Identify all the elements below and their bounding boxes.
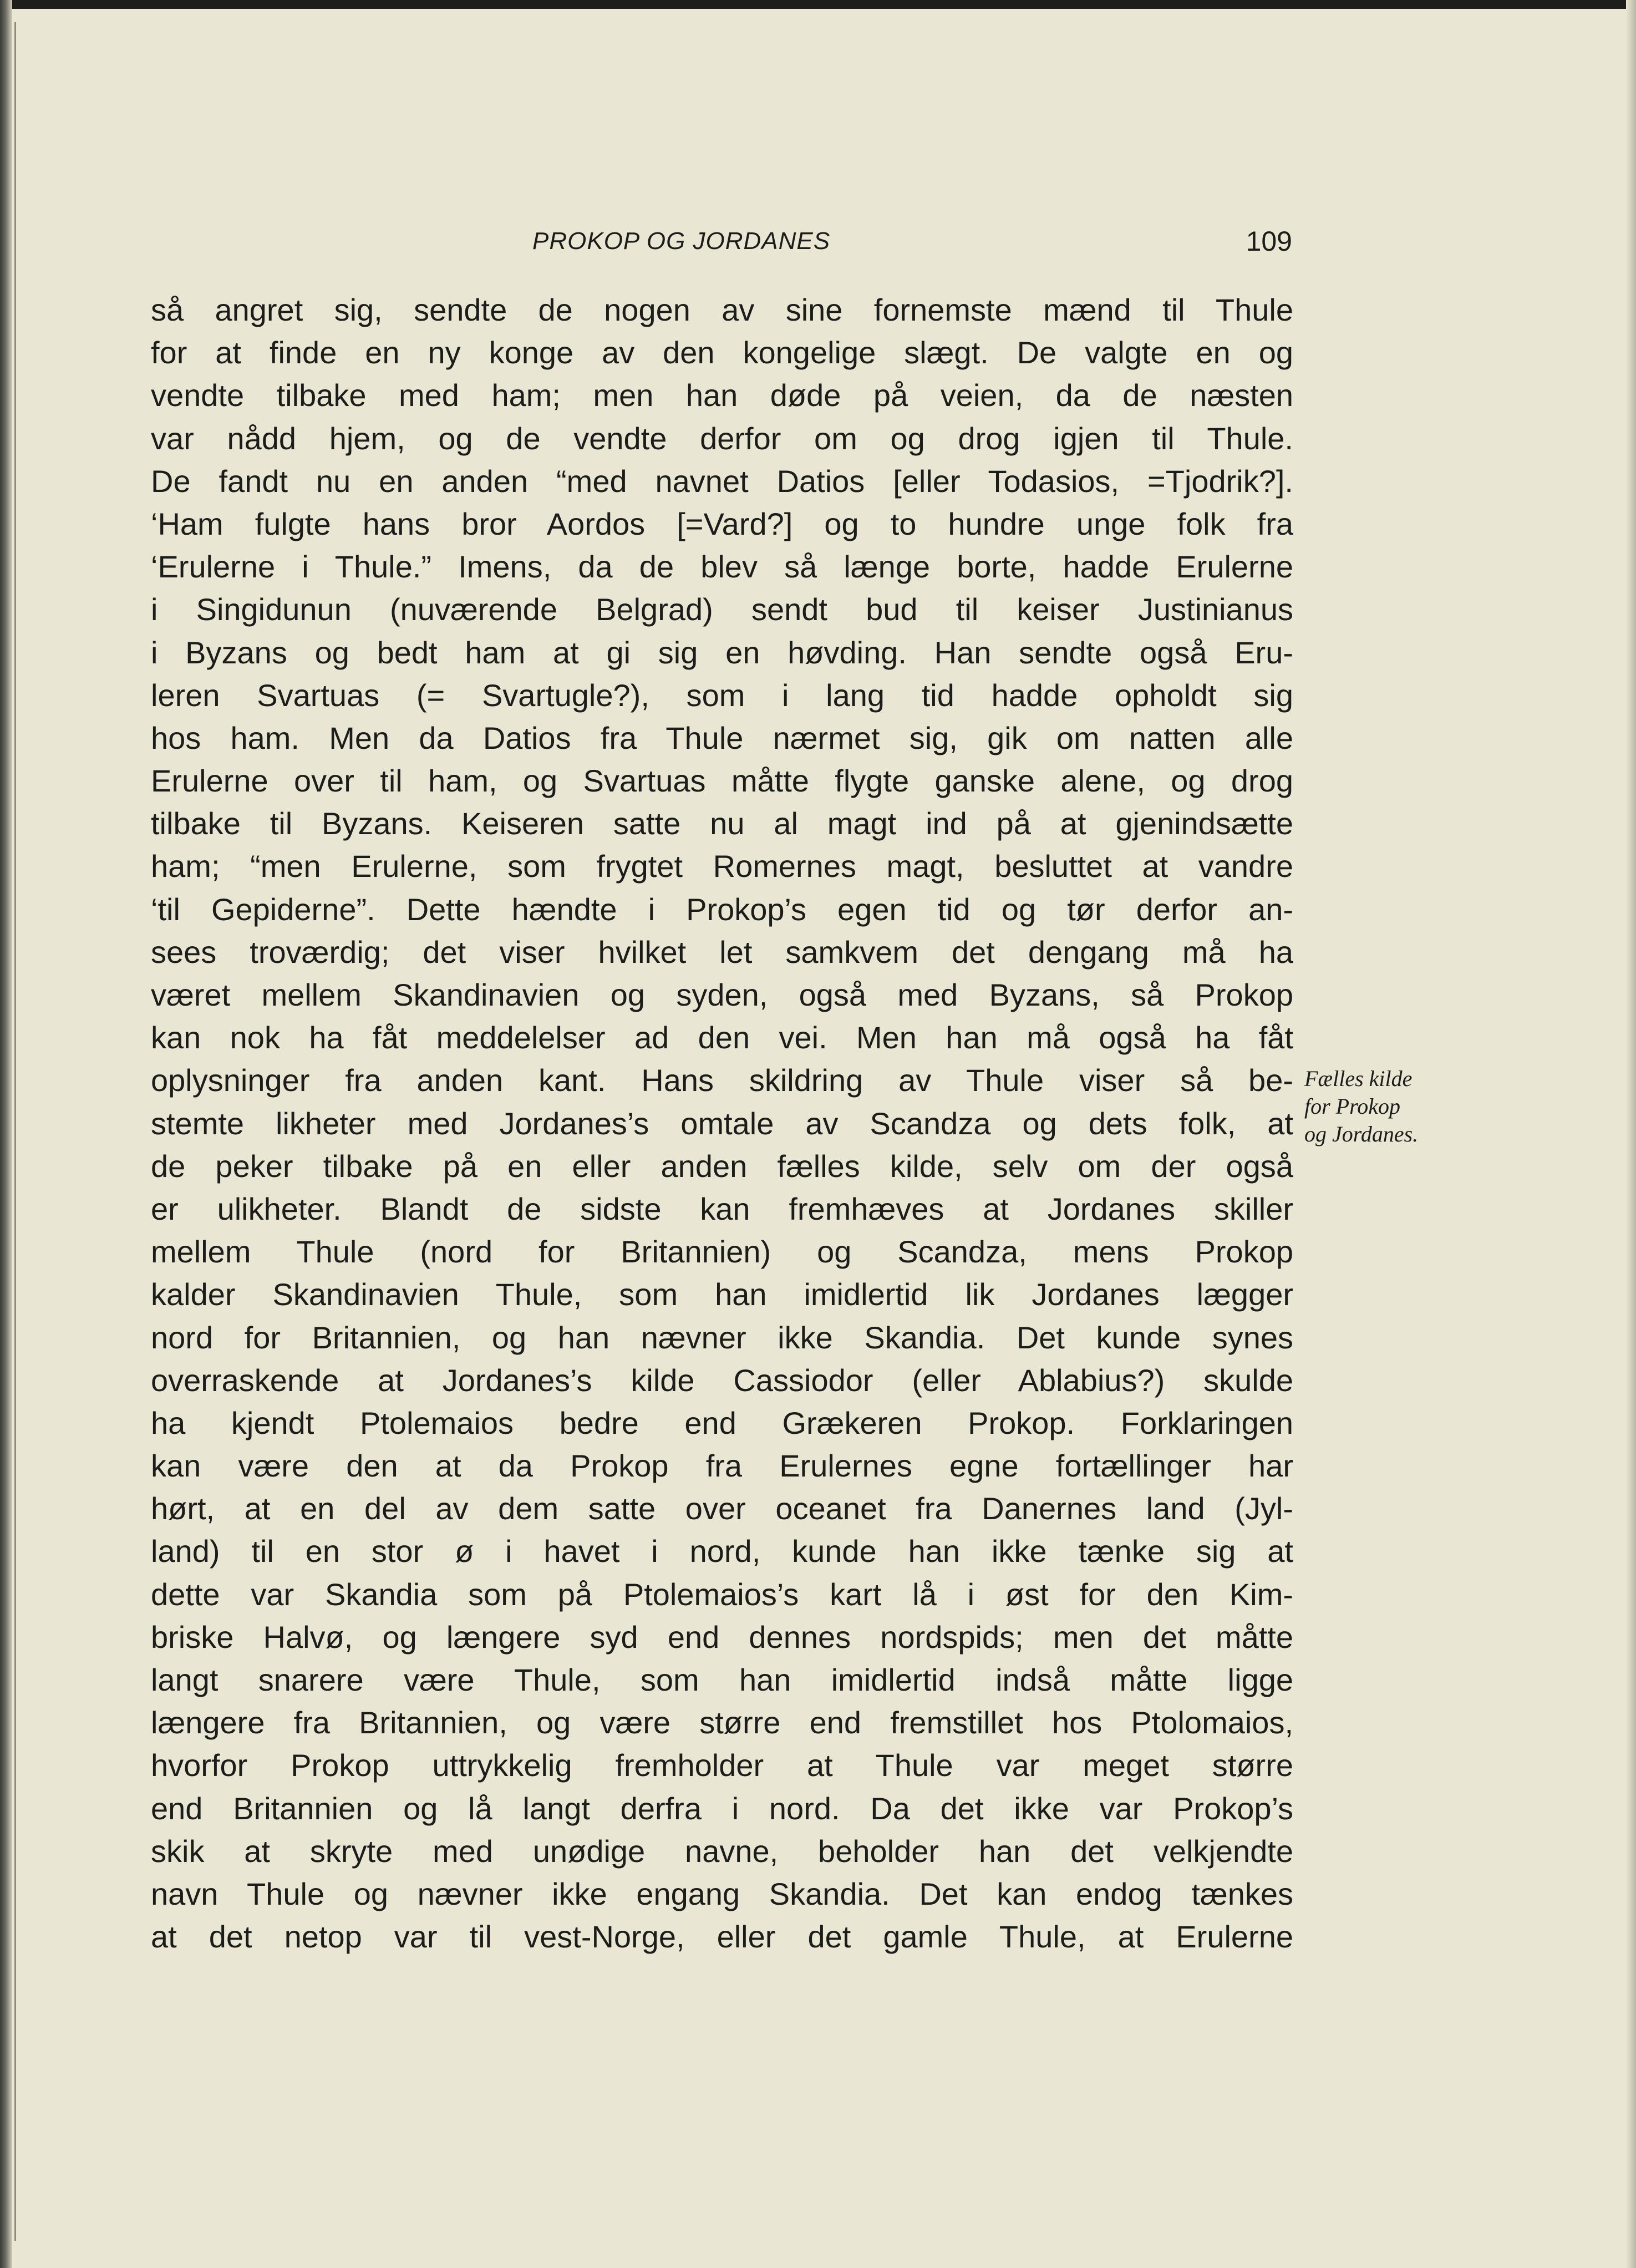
text-line: ham; “men Erulerne, som frygtet Romernes magt, besluttet at vandre <box>151 849 1293 884</box>
margin-note <box>1304 1065 1482 1148</box>
text-line: ‘Ham fulgte hans bror Aordos [=Vard?] og to hundre unge folk fra <box>151 506 1293 541</box>
text-line: ha kjendt Ptolemaios bedre end Grækeren Prokop. Forklaringen <box>151 1405 1293 1440</box>
text-line: er ulikheter. Blandt de sidste kan fremhæves at Jordanes skiller <box>151 1191 1293 1226</box>
text-line: de peker tilbake på en eller anden fælles kilde, selv om der også <box>151 1148 1293 1184</box>
text-line: længere fra Britannien, og være større end fremstillet hos Ptolomaios, <box>151 1705 1293 1741</box>
text-line: end Britannien og lå langt derfra i nord. Da det ikke var Prokop’s <box>151 1790 1293 1826</box>
text-line: i Byzans og bedt ham at gi sig en høvding. Han sendte også Eru- <box>151 635 1293 670</box>
binding-rule <box>14 22 16 2241</box>
text-line: Erulerne over til ham, og Svartuas måtte flygte ganske alene, og drog <box>151 763 1293 799</box>
text-line: for at finde en ny konge av den kongelige slægt. De valgte en og <box>151 335 1293 371</box>
text-line: kan være den at da Prokop fra Erulernes egne fortællinger har <box>151 1448 1293 1484</box>
text-line: sees troværdig; det viser hvilket let samkvem det dengang må ha <box>151 934 1293 970</box>
text-line: oplysninger fra anden kant. Hans skildring av Thule viser så be- <box>151 1063 1293 1098</box>
page-right-edge <box>1626 0 1636 2268</box>
margin-note-line: for Prokop <box>1304 1094 1400 1119</box>
text-line: så angret sig, sendte de nogen av sine fornemste mænd til Thule <box>151 292 1293 327</box>
text-line: land) til en stor ø i havet i nord, kunde han ikke tænke sig at <box>151 1534 1293 1569</box>
text-line: vendte tilbake med ham; men han døde på veien, da de næsten <box>151 378 1293 413</box>
text-line: hørt, at en del av dem satte over oceanet fra Danernes land (Jyl- <box>151 1491 1293 1526</box>
text-line: leren Svartuas (= Svartugle?), som i lang tid hadde opholdt sig <box>151 677 1293 713</box>
page-binding-edge <box>0 0 12 2268</box>
margin-note-line: og Jordanes. <box>1304 1122 1419 1146</box>
text-line: at det netop var til vest-Norge, eller det gamle Thule, at Erulerne <box>151 1919 1293 1955</box>
body-text <box>151 288 1293 1958</box>
text-line: stemte likheter med Jordanes’s omtale av Scandza og dets folk, at <box>151 1105 1293 1141</box>
text-line: været mellem Skandinavien og syden, også med Byzans, så Prokop <box>151 977 1293 1012</box>
page-header <box>532 222 1292 261</box>
text-line: tilbake til Byzans. Keiseren satte nu al magt ind på at gjenindsætte <box>151 806 1293 841</box>
text-line: navn Thule og nævner ikke engang Skandia. Det kan endog tænkes <box>151 1876 1293 1911</box>
page-top-edge <box>0 0 1636 9</box>
text-line: kan nok ha fåt meddelelser ad den vei. Men han må også ha fåt <box>151 1020 1293 1056</box>
margin-note-line: Fælles kilde <box>1304 1066 1413 1091</box>
text-line: ‘Erulerne i Thule.” Imens, da de blev så længe borte, hadde Erulerne <box>151 549 1293 585</box>
page-number: 109 <box>1246 226 1292 257</box>
text-line: mellem Thule (nord for Britannien) og Scandza, mens Prokop <box>151 1234 1293 1270</box>
text-line: hvorfor Prokop uttrykkelig fremholder at Thule var meget større <box>151 1748 1293 1783</box>
text-line: De fandt nu en anden “med navnet Datios [eller Todasios, =Tjodrik?]. <box>151 463 1293 499</box>
text-line: skik at skryte med unødige navne, beholder han det velkjendte <box>151 1833 1293 1869</box>
text-line: briske Halvø, og længere syd end dennes nordspids; men det måtte <box>151 1619 1293 1655</box>
text-line: dette var Skandia som på Ptolemaios’s kart lå i øst for den Kim- <box>151 1576 1293 1612</box>
text-line: langt snarere være Thule, som han imidlertid indså måtte ligge <box>151 1662 1293 1697</box>
text-line: i Singidunun (nuværende Belgrad) sendt bud til keiser Justinianus <box>151 592 1293 627</box>
running-title: PROKOP OG JORDANES <box>532 227 831 255</box>
text-line: overraskende at Jordanes’s kilde Cassiodor (eller Ablabius?) skulde <box>151 1362 1293 1398</box>
text-line: ‘til Gepiderne”. Dette hændte i Prokop’s egen tid og tør derfor an- <box>151 891 1293 927</box>
text-line: var nådd hjem, og de vendte derfor om og drog igjen til Thule. <box>151 420 1293 456</box>
text-line: hos ham. Men da Datios fra Thule nærmet sig, gik om natten alle <box>151 720 1293 755</box>
text-line: kalder Skandinavien Thule, som han imidlertid lik Jordanes lægger <box>151 1277 1293 1312</box>
text-line: nord for Britannien, og han nævner ikke Skandia. Det kunde synes <box>151 1320 1293 1355</box>
